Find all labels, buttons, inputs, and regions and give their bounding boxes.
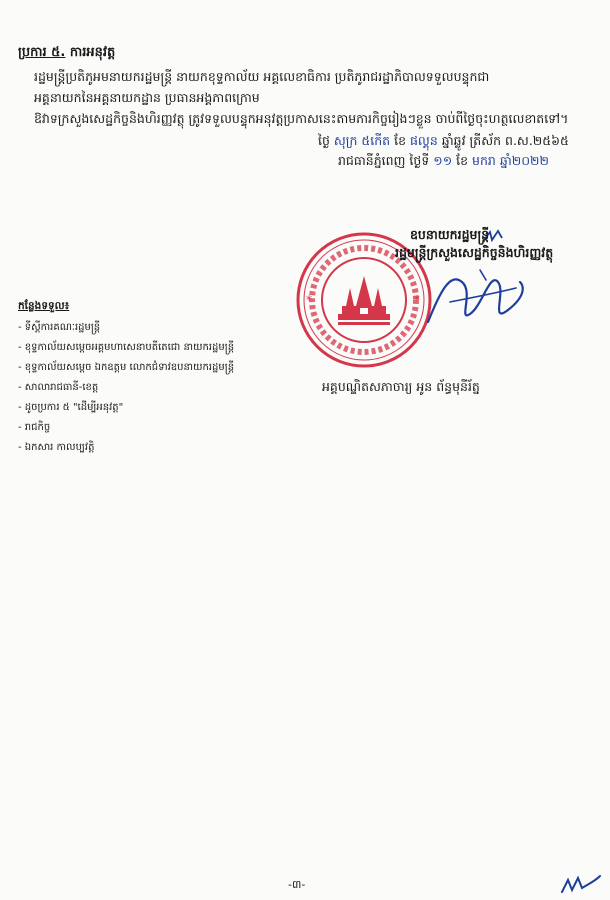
page-number: -៣- bbox=[288, 878, 306, 891]
body-line: ឱវាទក្រសួងសេដ្ឋកិច្ចនិងហិរញ្ញវត្ថុ ត្រូវទទួលបន្ទុកអនុវត្តប្រកាសនេះតាមភារកិច្ចរៀងៗខ្លួន ចាប់ពីថ្ងៃចុះហត្ថលេខាតទៅ។ bbox=[34, 111, 569, 126]
list-item: - សាលារាជធានី-ខេត្ត bbox=[18, 382, 99, 393]
body-paragraph bbox=[34, 66, 594, 129]
solar-date bbox=[338, 152, 549, 170]
solar-date-day: ១១ bbox=[433, 153, 453, 168]
recipients-heading: កន្លែងទទួល៖ bbox=[18, 300, 70, 312]
article-heading bbox=[18, 44, 115, 62]
lunar-date bbox=[318, 132, 569, 150]
list-item: - រាជកិច្ច bbox=[18, 422, 51, 433]
list-item: - ទីស្តីការគណៈរដ្ឋមន្ត្រី bbox=[18, 322, 101, 333]
lunar-date-prefix: ថ្ងៃ bbox=[318, 133, 330, 148]
body-line: រដ្ឋមន្ត្រីប្រតិភូអមនាយករដ្ឋមន្ត្រី នាយកខុទ្ទកាល័យ អគ្គលេខាធិការ ប្រតិភូរាជរដ្ឋាភិបាលទទួលបន្ទុកជា bbox=[34, 69, 490, 84]
solar-date-month-label: ខែ bbox=[456, 153, 469, 168]
lunar-date-month: ផល្គុន bbox=[410, 133, 438, 148]
recipients-list bbox=[18, 318, 234, 458]
signatory-title-1: ឧបនាយករដ្ឋមន្ត្រី bbox=[410, 227, 490, 242]
lunar-date-day: សុក្រ ៥កើត bbox=[333, 133, 391, 148]
lunar-date-month-label: ខែ bbox=[394, 133, 407, 148]
signatory-title-2: រដ្ឋមន្ត្រីក្រសួងសេដ្ឋកិច្ចនិងហិរញ្ញវត្ថុ bbox=[395, 245, 554, 260]
solar-date-prefix: រាជធានីភ្នំពេញ ថ្ងៃទី bbox=[338, 153, 430, 168]
solar-date-year: ឆ្នាំ២០២២ bbox=[499, 153, 549, 168]
list-item: - ខុទ្ទកាល័យសម្តេច ឯកឧត្តម លោកជំទាវឧបនាយករដ្ឋមន្ត្រី bbox=[18, 362, 235, 373]
signer-name: អគ្គបណ្ឌិតសភាចារ្យ អូន ព័ន្ធមុនីរ័ត្ន bbox=[322, 379, 480, 394]
handwritten-signature-icon bbox=[420, 252, 530, 342]
article-title: ការអនុវត្ត bbox=[69, 45, 116, 60]
list-item: - ខុទ្ទកាល័យសម្តេចអគ្គមហាសេនាបតីតេជោ នាយករដ្ឋមន្ត្រី bbox=[18, 342, 235, 353]
body-line: អគ្គនាយកនៃអគ្គនាយកដ្ឋាន ប្រធានអង្គភាពក្រោម bbox=[34, 90, 260, 105]
article-number: ប្រការ ៥. bbox=[18, 45, 66, 60]
list-item: - ឯកសារ កាលប្បវត្តិ bbox=[18, 442, 95, 453]
footer-initials-icon bbox=[558, 870, 604, 898]
lunar-date-year: ឆ្នាំឆ្លូវ ត្រីស័ក ព.ស.២៥៦៥ bbox=[441, 133, 569, 148]
svg-text:*: * bbox=[414, 293, 420, 307]
list-item: - ដូចប្រការ ៥ "ដើម្បីអនុវត្ត" bbox=[18, 402, 124, 413]
solar-date-month: មករា bbox=[472, 153, 496, 168]
svg-text:*: * bbox=[306, 293, 312, 307]
